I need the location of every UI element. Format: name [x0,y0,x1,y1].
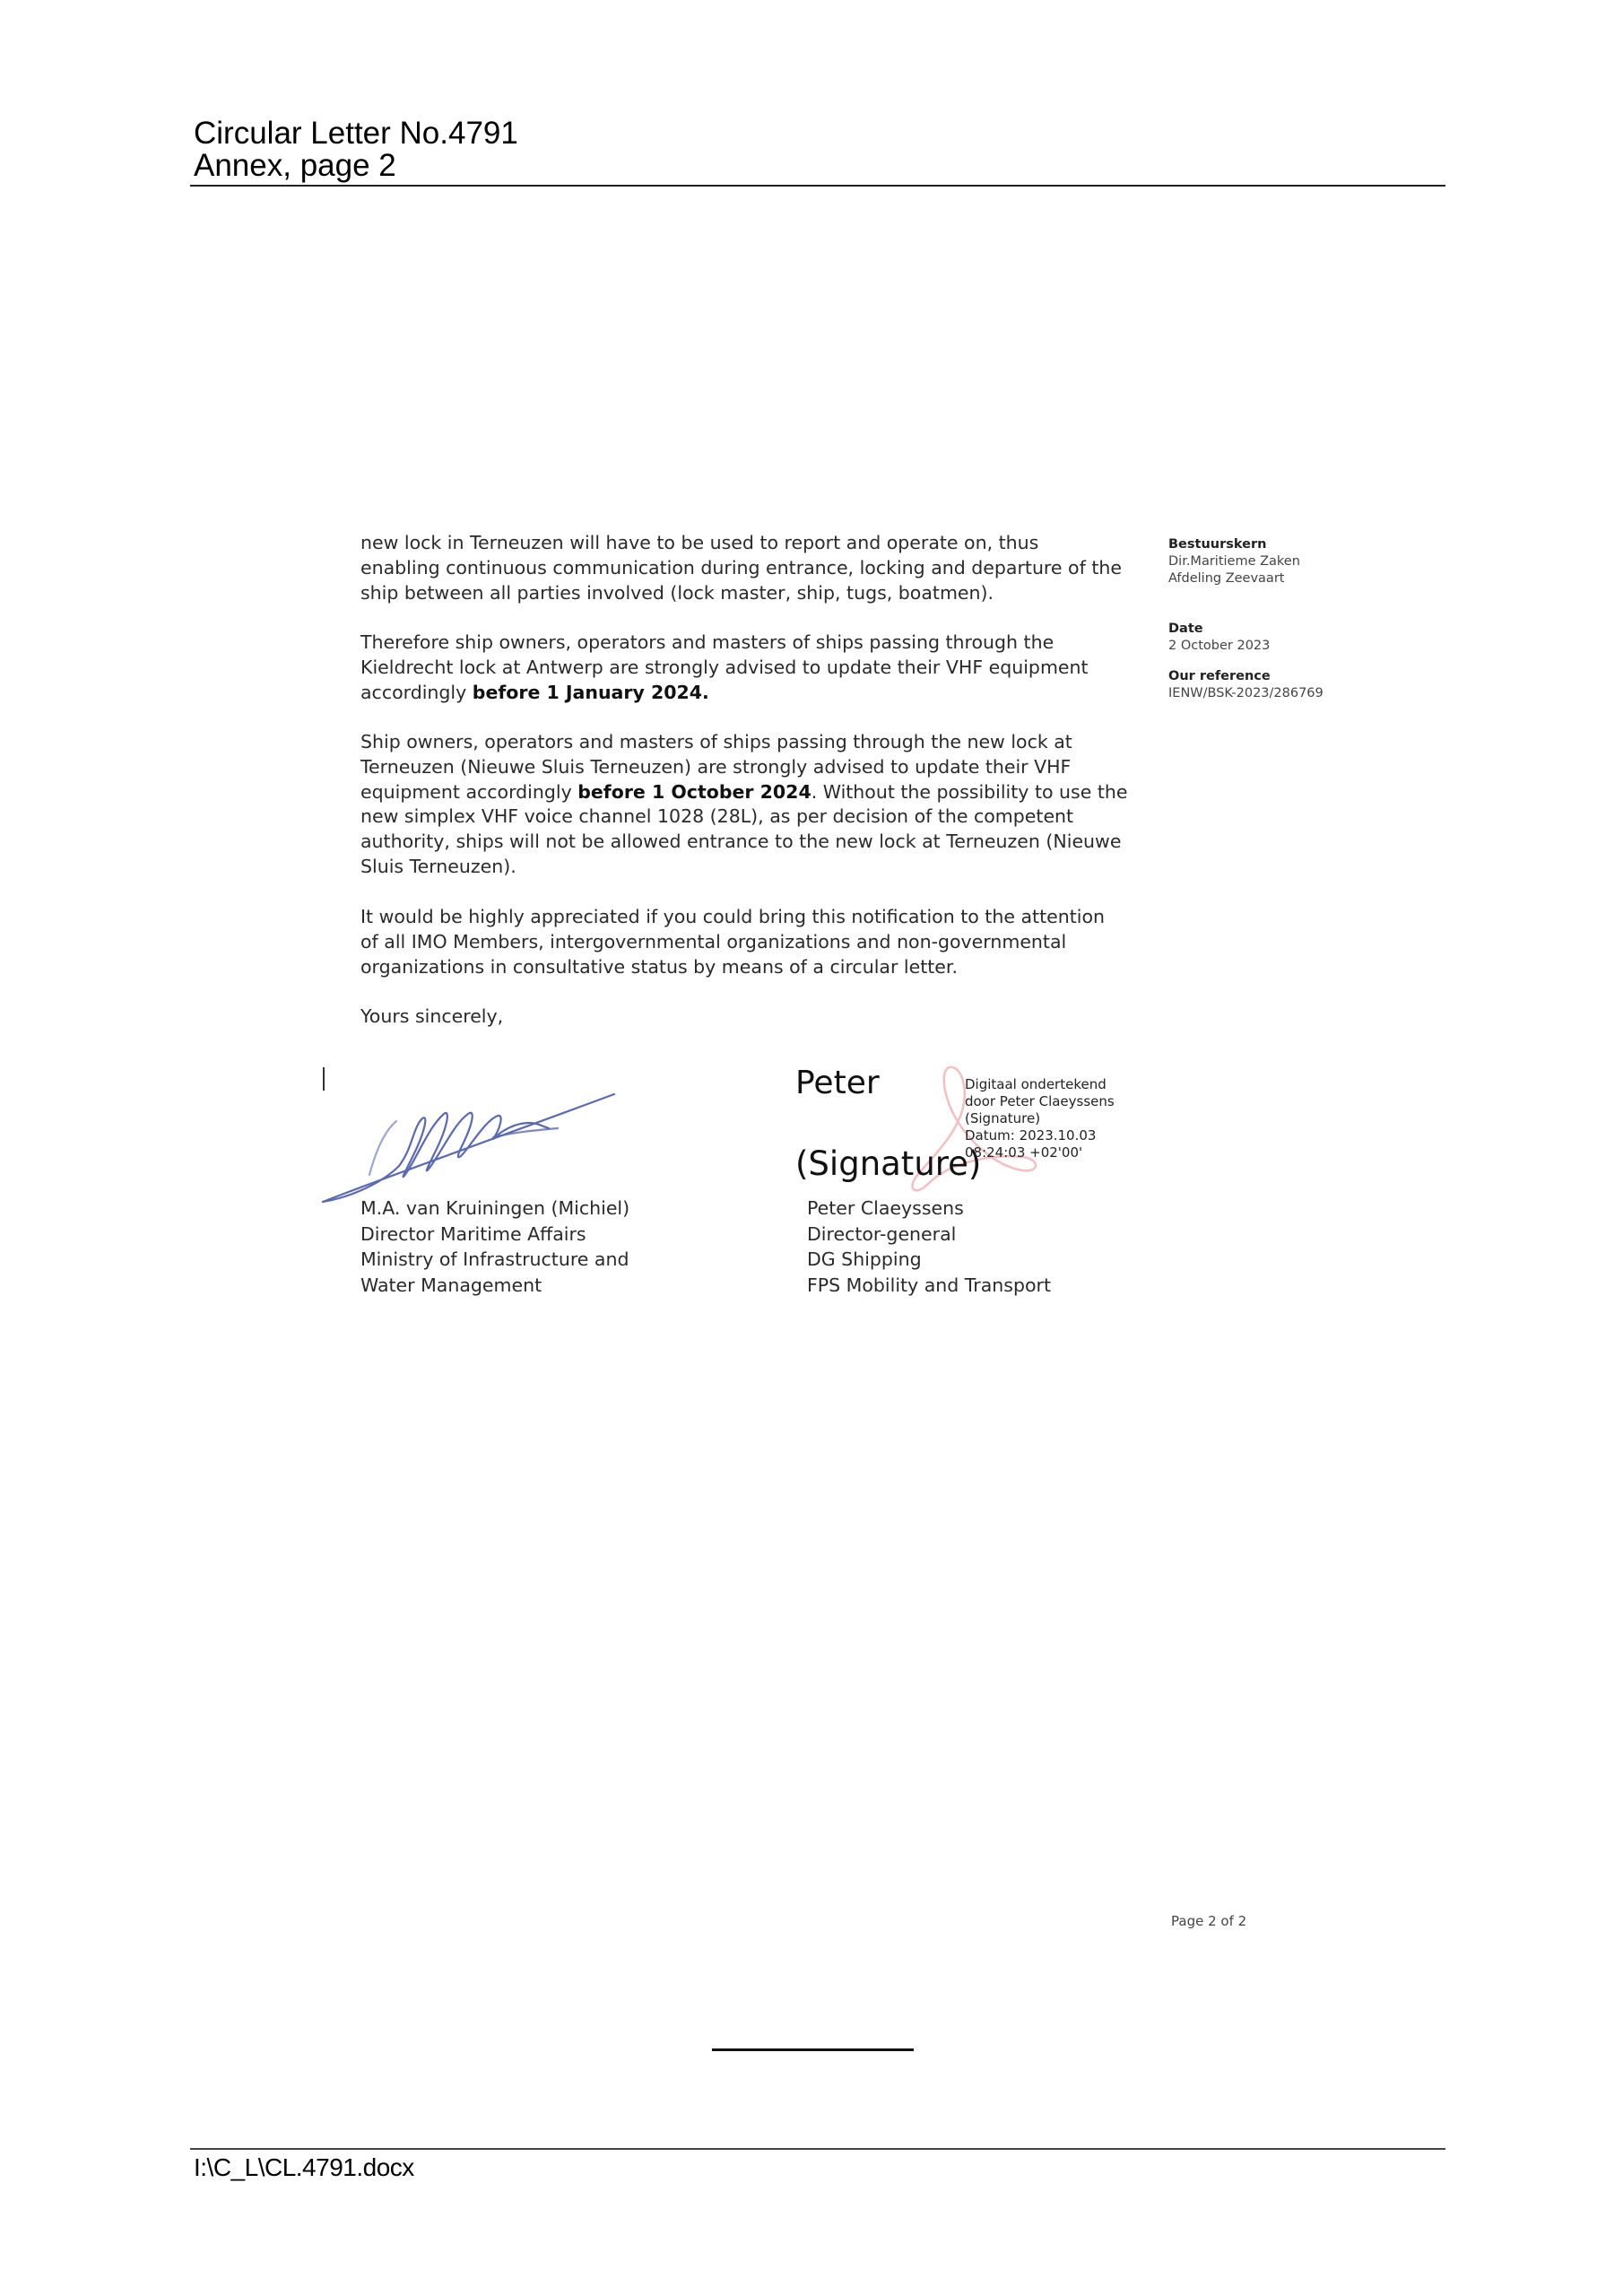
digital-signature-suffix: (Signature) [795,1144,982,1183]
deadline-terneuzen: before 1 October 2024 [577,780,812,803]
body-line: Therefore ship owners, operators and masters of ships passing through the [360,631,1055,653]
sidebar-org [1168,536,1300,587]
body-text-span: equipment accordingly [360,780,578,803]
reference-value: IENW/BSK-2023/286769 [1168,686,1324,700]
signatory-org: DG Shipping [807,1248,922,1270]
body-line: Terneuzen (Nieuwe Sluis Terneuzen) are strongly advised to update their VHF [360,755,1072,778]
digital-signature-date: Datum: 2023.10.03 [965,1127,1097,1144]
org-line: Dir.Maritieme Zaken [1168,554,1300,569]
digital-signature-info [965,1076,1115,1161]
signatory-right [807,1196,1051,1298]
body-line [360,780,1127,805]
body-text-span: . Without the possibility to use the [811,780,1128,803]
signatory-name: M.A. van Kruiningen (Michiel) [360,1197,630,1219]
body-line: organizations in consultative status by means of a circular letter. [360,955,958,978]
paragraph-kieldrecht [360,631,1089,705]
sidebar-date [1168,621,1270,655]
reference-label: Our reference [1168,669,1271,683]
org-line: Afdeling Zeevaart [1168,571,1285,586]
signatory-org: Water Management [360,1274,542,1296]
end-of-document-rule [712,2048,914,2051]
closing [360,1004,503,1030]
body-text-span: accordingly [360,681,473,703]
body-line: Sluis Terneuzen). [360,855,516,877]
document-header-title: Circular Letter No.4791 [194,116,518,151]
closing-text: Yours sincerely, [360,1005,504,1027]
body-line: Kieldrecht lock at Antwerp are strongly advised to update their VHF equipment [360,656,1089,678]
body-line: authority, ships will not be allowed entrance to the new lock at Terneuzen (Nieuwe [360,831,1122,853]
body-line: new lock in Terneuzen will have to be used to report and operate on, thus [360,532,1039,553]
page-number: Page 2 of 2 [1171,1913,1247,1929]
deadline-kieldrecht: before 1 January 2024. [472,681,709,703]
signatory-left [360,1196,629,1298]
date-value: 2 October 2023 [1168,639,1271,653]
footer-file-path: I:\C_L\CL.4791.docx [194,2153,414,2181]
body-line: It would be highly appreciated if you could bring this notification to the attention [360,906,1105,927]
paragraph-lock-communication [360,531,1122,605]
sidebar-reference [1168,668,1324,702]
body-line: new simplex VHF voice channel 1028 (28L), as per decision of the competent [360,805,1074,828]
digital-signature-line: Digitaal ondertekend [965,1076,1107,1092]
document-header-subtitle: Annex, page 2 [194,148,396,183]
body-line: of all IMO Members, intergovernmental organizations and non-governmental [360,930,1067,952]
paragraph-request [360,905,1105,979]
org-label: Bestuurskern [1168,537,1267,552]
digital-signature-line: door Peter Claeyssens [965,1093,1115,1109]
signatory-title: Director Maritime Affairs [360,1222,586,1245]
date-label: Date [1168,622,1203,636]
body-line [360,681,1089,706]
signatory-org: FPS Mobility and Transport [807,1274,1051,1296]
body-line: enabling continuous communication during entrance, locking and departure of the [360,556,1122,578]
body-line: Ship owners, operators and masters of ships passing through the new lock at [360,731,1072,752]
digital-signature-name: Peter [795,1065,880,1101]
header-rule [190,185,1445,187]
paragraph-terneuzen [360,730,1127,880]
footer-rule [190,2148,1445,2150]
handwritten-signature-left [314,1076,628,1211]
digital-signature-line: (Signature) [965,1110,1041,1126]
digital-signature-time: 08:24:03 +02'00' [965,1144,1083,1161]
signatory-org: Ministry of Infrastructure and [360,1248,629,1270]
signatory-name: Peter Claeyssens [807,1197,964,1219]
body-line: ship between all parties involved (lock master, ship, tugs, boatmen). [360,581,994,604]
signatory-title: Director-general [807,1222,957,1245]
